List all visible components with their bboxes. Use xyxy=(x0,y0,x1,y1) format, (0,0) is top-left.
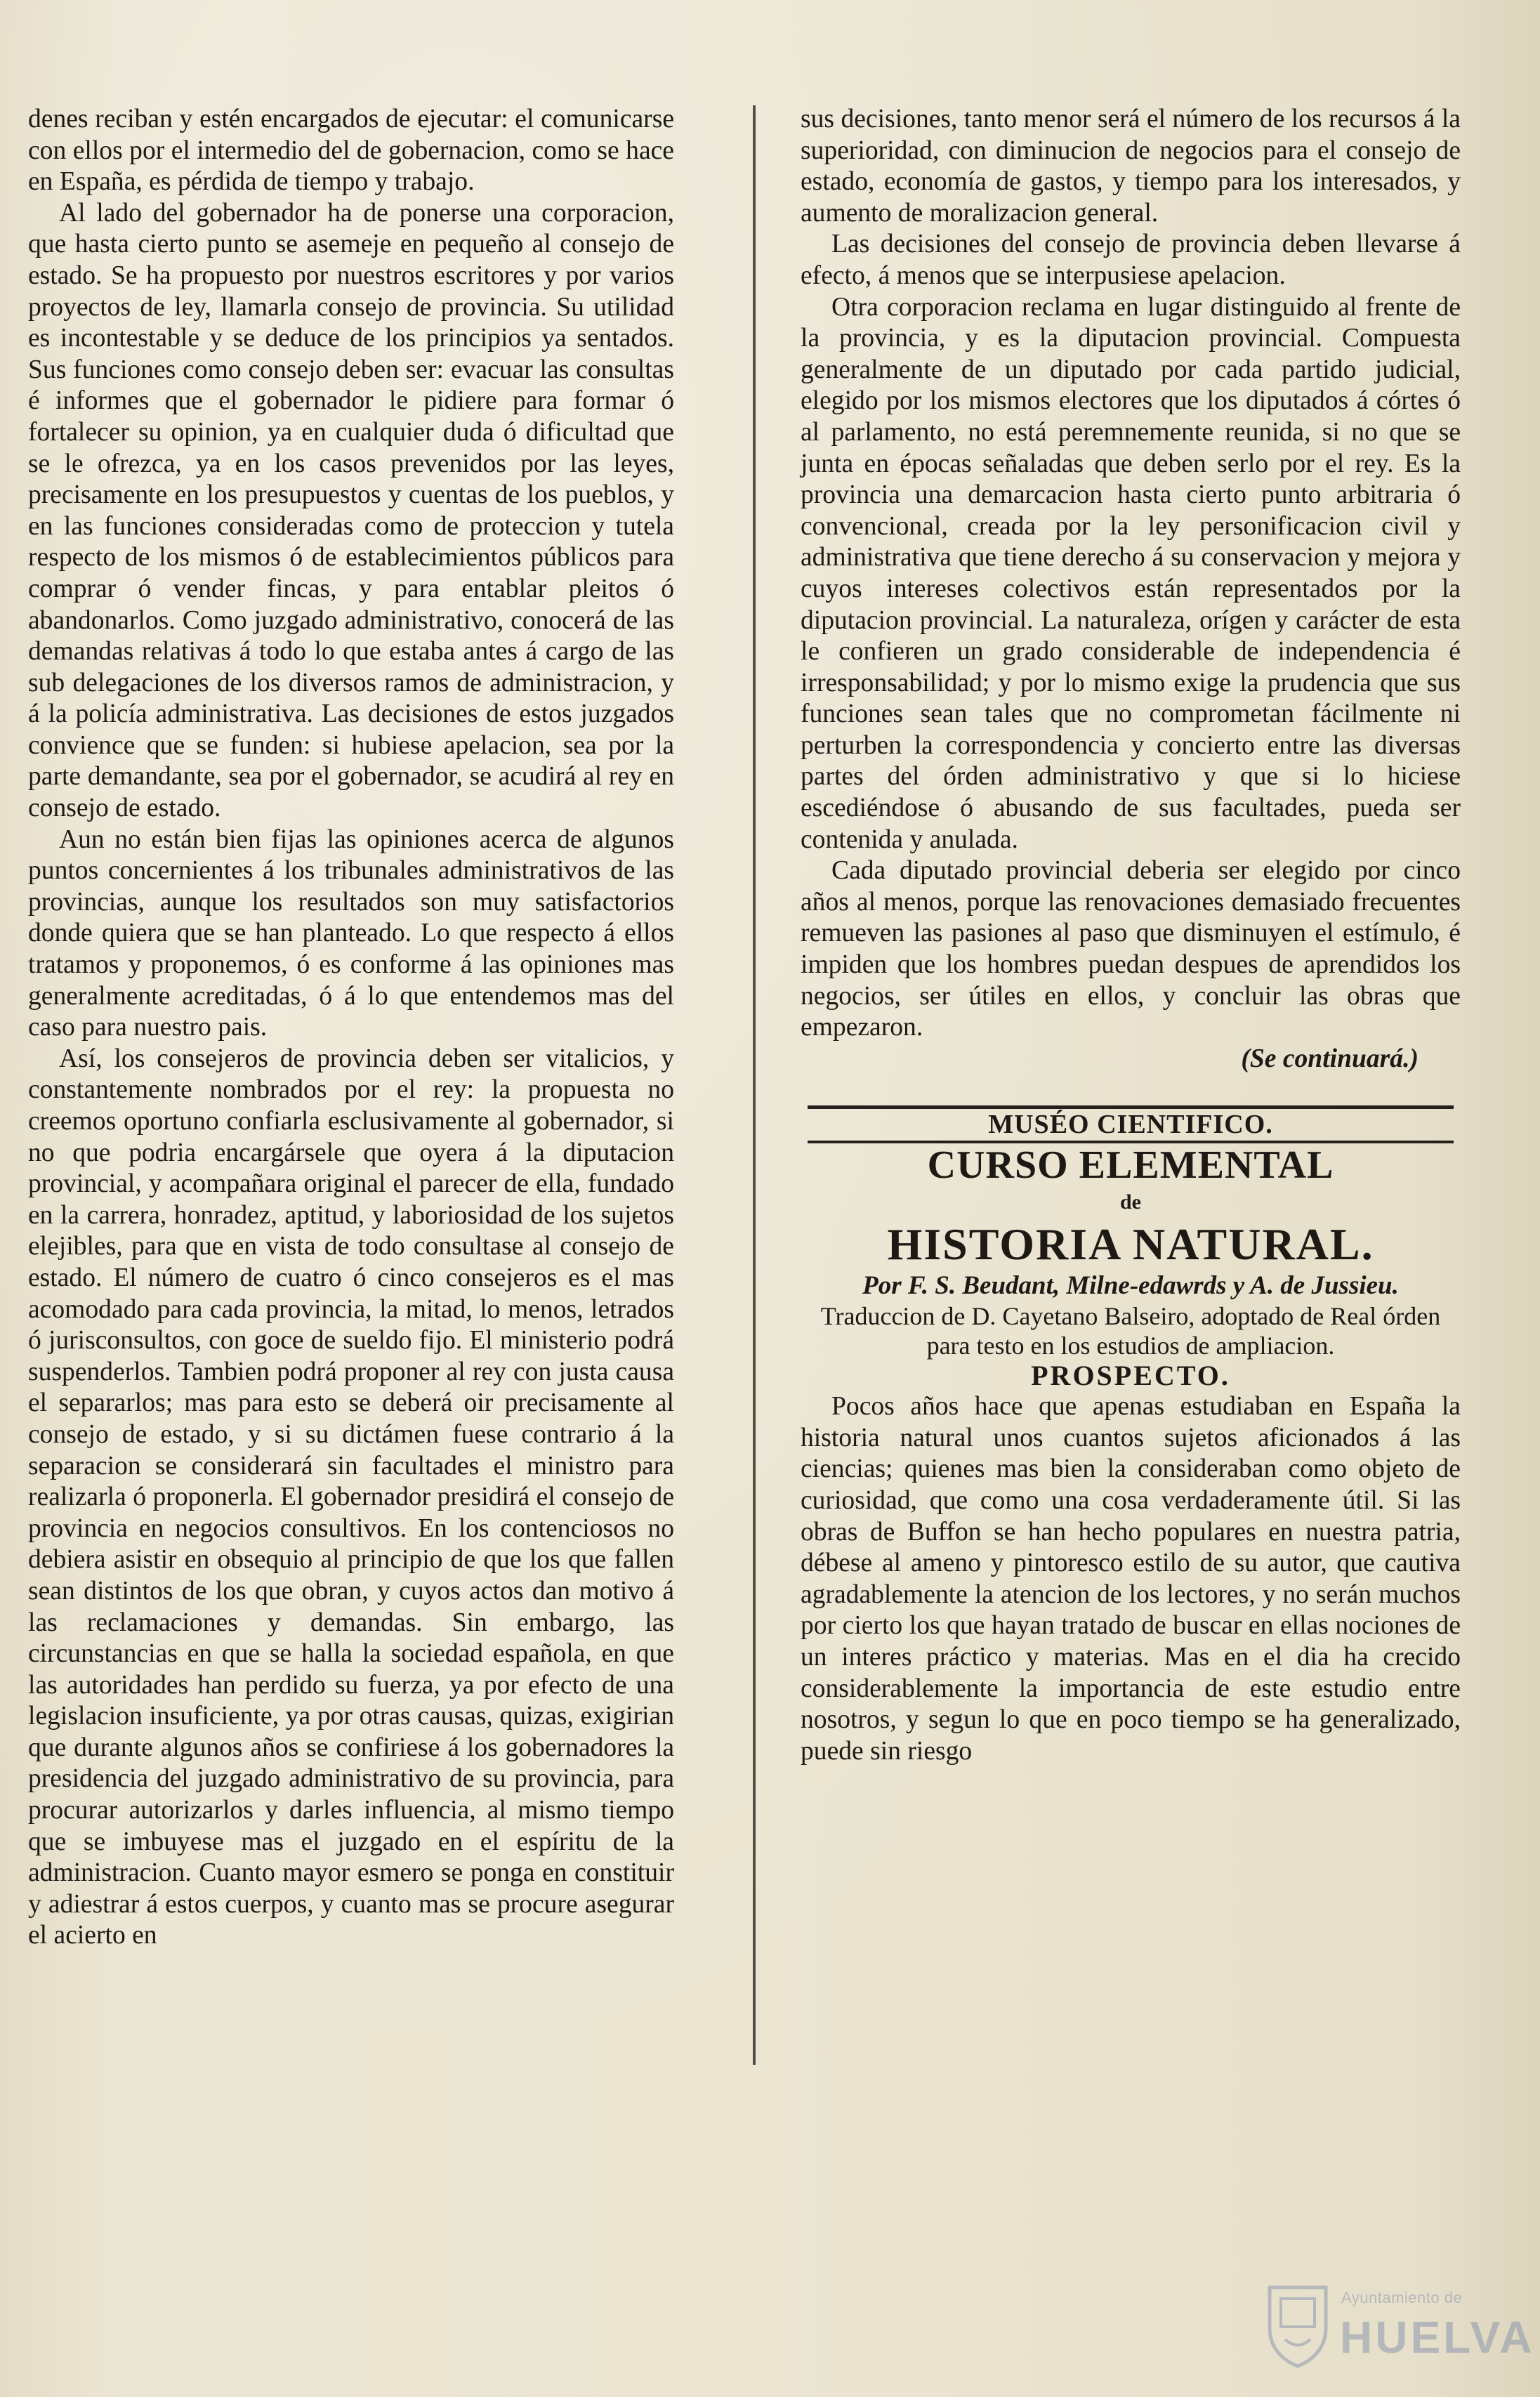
right-column xyxy=(801,104,1461,1767)
right-paragraph-2: Las decisiones del consejo de provincia deben llevarse á efecto, á menos que se interpusiese apelacion. xyxy=(801,230,1461,290)
translation-note: Traduccion de D. Cayetano Balseiro, adoptado de Real órden para testo en los estudios de ampliacion. xyxy=(820,1301,1441,1360)
left-paragraph-4: Así, los consejeros de provincia deben ser vitalicios, y constantemente nombrados por el rey: la propuesta no creemos oportuno confiarla esclusivamente al gobernador, si no que podria encargársele que oyera á la diputacion provincial, y acompañara original el parecer de ella, fundado en la carrera, honradez, aptitud, y laboriosidad de los sujetos elejibles, para que en vista de todo consultase al consejo de estado. El número de cuatro ó cinco consejeros es el mas acomodado para cada provincia, la mitad, lo menos, letrados ó jurisconsultos, con goce de sueldo fijo. El ministerio podrá suspenderlos. Tambien podrá proponer al rey con justa causa el separarlos; mas para esto se deberá oir precisamente al consejo de estado, y si su dictámen fuese contrario á la separacion se considerará sin facultades el ministro para realizarla ó proponerla. El gobernador presidirá el consejo de provincia en negocios consultivos. En los contenciosos no debiera asistir en obsequio al principio de que los que fallen sean distintos de los que obran, y cuyos actos dan motivo á las reclamaciones y demandas. Sin embargo, las circunstancias en que se halla la sociedad española, en que las autoridades han perdido su fuerza, ya por efecto de una legislacion insuficiente, ya por otras causas, quizas, exigirian que durante algunos años se confiriese á los gobernadores la presidencia del juzgado administrativo de su provincia, para procurar autorizarlos y darles influencia, al mismo tiempo que se imbuyese mas el juzgado en el espíritu de la administracion. Cuanto mayor esmero se ponga en constituir y adiestrar á estos cuerpos, y cuanto mas se procure asegurar el acierto en xyxy=(28,1044,674,1950)
prospect-paragraph: Pocos años hace que apenas estudiaban en España la historia natural unos cuantos sujetos aficionados á las ciencias; quienes mas bien la consideraban como objeto de curiosidad, que como una cosa verdaderamente útil. Si las obras de Buffon se han hecho populares en nuestra patria, débese al ameno y pintoresco estilo de su autor, que cautiva agradablemente la atencion de los lectores, y no serán muchos por cierto los que hayan tratado de buscar en ellas nociones de un interes práctico y materias. Mas en el dia ha crecido considerablemente la importancia de este estudio entre nosotros, y segun lo que en poco tiempo se ha generalizado, puede sin riesgo xyxy=(801,1392,1461,1766)
right-paragraph-3: Otra corporacion reclama en lugar distinguido al frente de la provincia, y es la diputacion provincial. Compuesta generalmente de un diputado por cada partido judicial, elegido por los mismos electores que los diputados á córtes ó al parlamento, no está peremnemente reunida, si no que se junta en épocas señaladas que deben serlo por el rey. Es la provincia una demarcacion hasta cierto punto arbitraria ó convencional, creada por la ley personificacion civil y administrativa que tiene derecho á su conservacion y mejora y cuyos intereses colectivos están representados por la diputacion provincial. La naturaleza, orígen y carácter de esta le confieren un grado considerable de independencia é irresponsabilidad; y por lo mismo exige la prudencia que sus funciones sean tales que no comprometan fácilmente ni perturben la correspondencia y concierto entre las diversas partes del órden administrativo y que si lo hiciese escediéndose ó abusando de sus facultades, pueda ser contenida y anulada. xyxy=(801,292,1461,854)
course-title: CURSO ELEMENTAL xyxy=(927,1143,1334,1187)
watermark-line1: Ayuntamiento de xyxy=(1341,2289,1463,2306)
left-paragraph-2: Al lado del gobernador ha de ponerse una corporacion, que hasta cierto punto se asemeje en pequeño al consejo de estado. Se ha propuesto por nuestros escritores y por varios proyectos de ley, llamarla consejo de provincia. Su utilidad es incontestable y se deduce de los principios ya sentados. Sus funciones como consejo deben ser: evacuar las consultas é informes que el gobernador le pidiere para formar ó fortalecer su opinion, ya en cualquier duda ó dificultad que se le ofrezca, ya en los casos prevenidos por las leyes, precisamente en los presupuestos y cuentas de los pueblos, y en las funciones consideradas como de proteccion y tutela respecto de los mismos ó de establecimientos públicos para comprar ó vender fincas, y para entablar pleitos ó abandonarlos. Como juzgado administrativo, conocerá de las demandas relativas á todo lo que estaba antes á cargo de las sub delegaciones de los diversos ramos de administracion, y á la policía administrativa. Las decisiones de estos juzgados convience que se funden: si hubiese apelacion, sea por la parte demandante, sea por el gobernador, se acudirá al rey en consejo de estado. xyxy=(28,198,674,823)
right-paragraph-4: Cada diputado provincial deberia ser elegido por cinco años al menos, porque las renovaciones demasiado frecuentes remueven las pasiones al paso que disminuyen el estímulo, é impiden que los hombres puedan despues de aprendidos los negocios, ser útiles en ellos, y concluir las obras que empezaron. xyxy=(801,856,1461,1042)
archive-watermark xyxy=(1264,2279,1535,2377)
column-divider xyxy=(753,105,756,2065)
course-subject: HISTORIA NATURAL. xyxy=(887,1219,1374,1269)
left-paragraph-1: denes reciban y estén encargados de ejecutar: el comunicarse con ellos por el intermedio del de gobernacion, como se hace en España, es pérdida de tiempo y trabajo. xyxy=(28,105,674,197)
coat-of-arms-icon xyxy=(1264,2283,1331,2369)
authors-line: Por F. S. Beudant, Milne-edawrds y A. de Jussieu. xyxy=(862,1270,1399,1300)
left-column xyxy=(28,104,674,1952)
right-paragraph-1: sus decisiones, tanto menor será el número de los recursos á la superioridad, con diminucion de negocios para el consejo de estado, economía de gastos, y tiempo para los interesados, y aumento de moralizacion general. xyxy=(801,105,1461,228)
continued-note: (Se continuará.) xyxy=(1241,1044,1419,1073)
left-paragraph-3: Aun no están bien fijas las opiniones acerca de algunos puntos concernientes á los tribunales administrativos de las provincias, aunque los resultados son muy satisfactorios donde quiera que se han planteado. Lo que respecto á ellos tratamos y proponemos, ó es conforme á las opiniones mas generalmente acreditadas, ó á lo que entendemos mas del caso para nuestro pais. xyxy=(28,825,674,1042)
watermark-line2: HUELVA xyxy=(1340,2312,1535,2363)
section-title: MUSÉO CIENTIFICO. xyxy=(988,1110,1273,1140)
prospect-heading: PROSPECTO. xyxy=(1031,1359,1230,1391)
course-title-de: de xyxy=(1120,1190,1141,1214)
